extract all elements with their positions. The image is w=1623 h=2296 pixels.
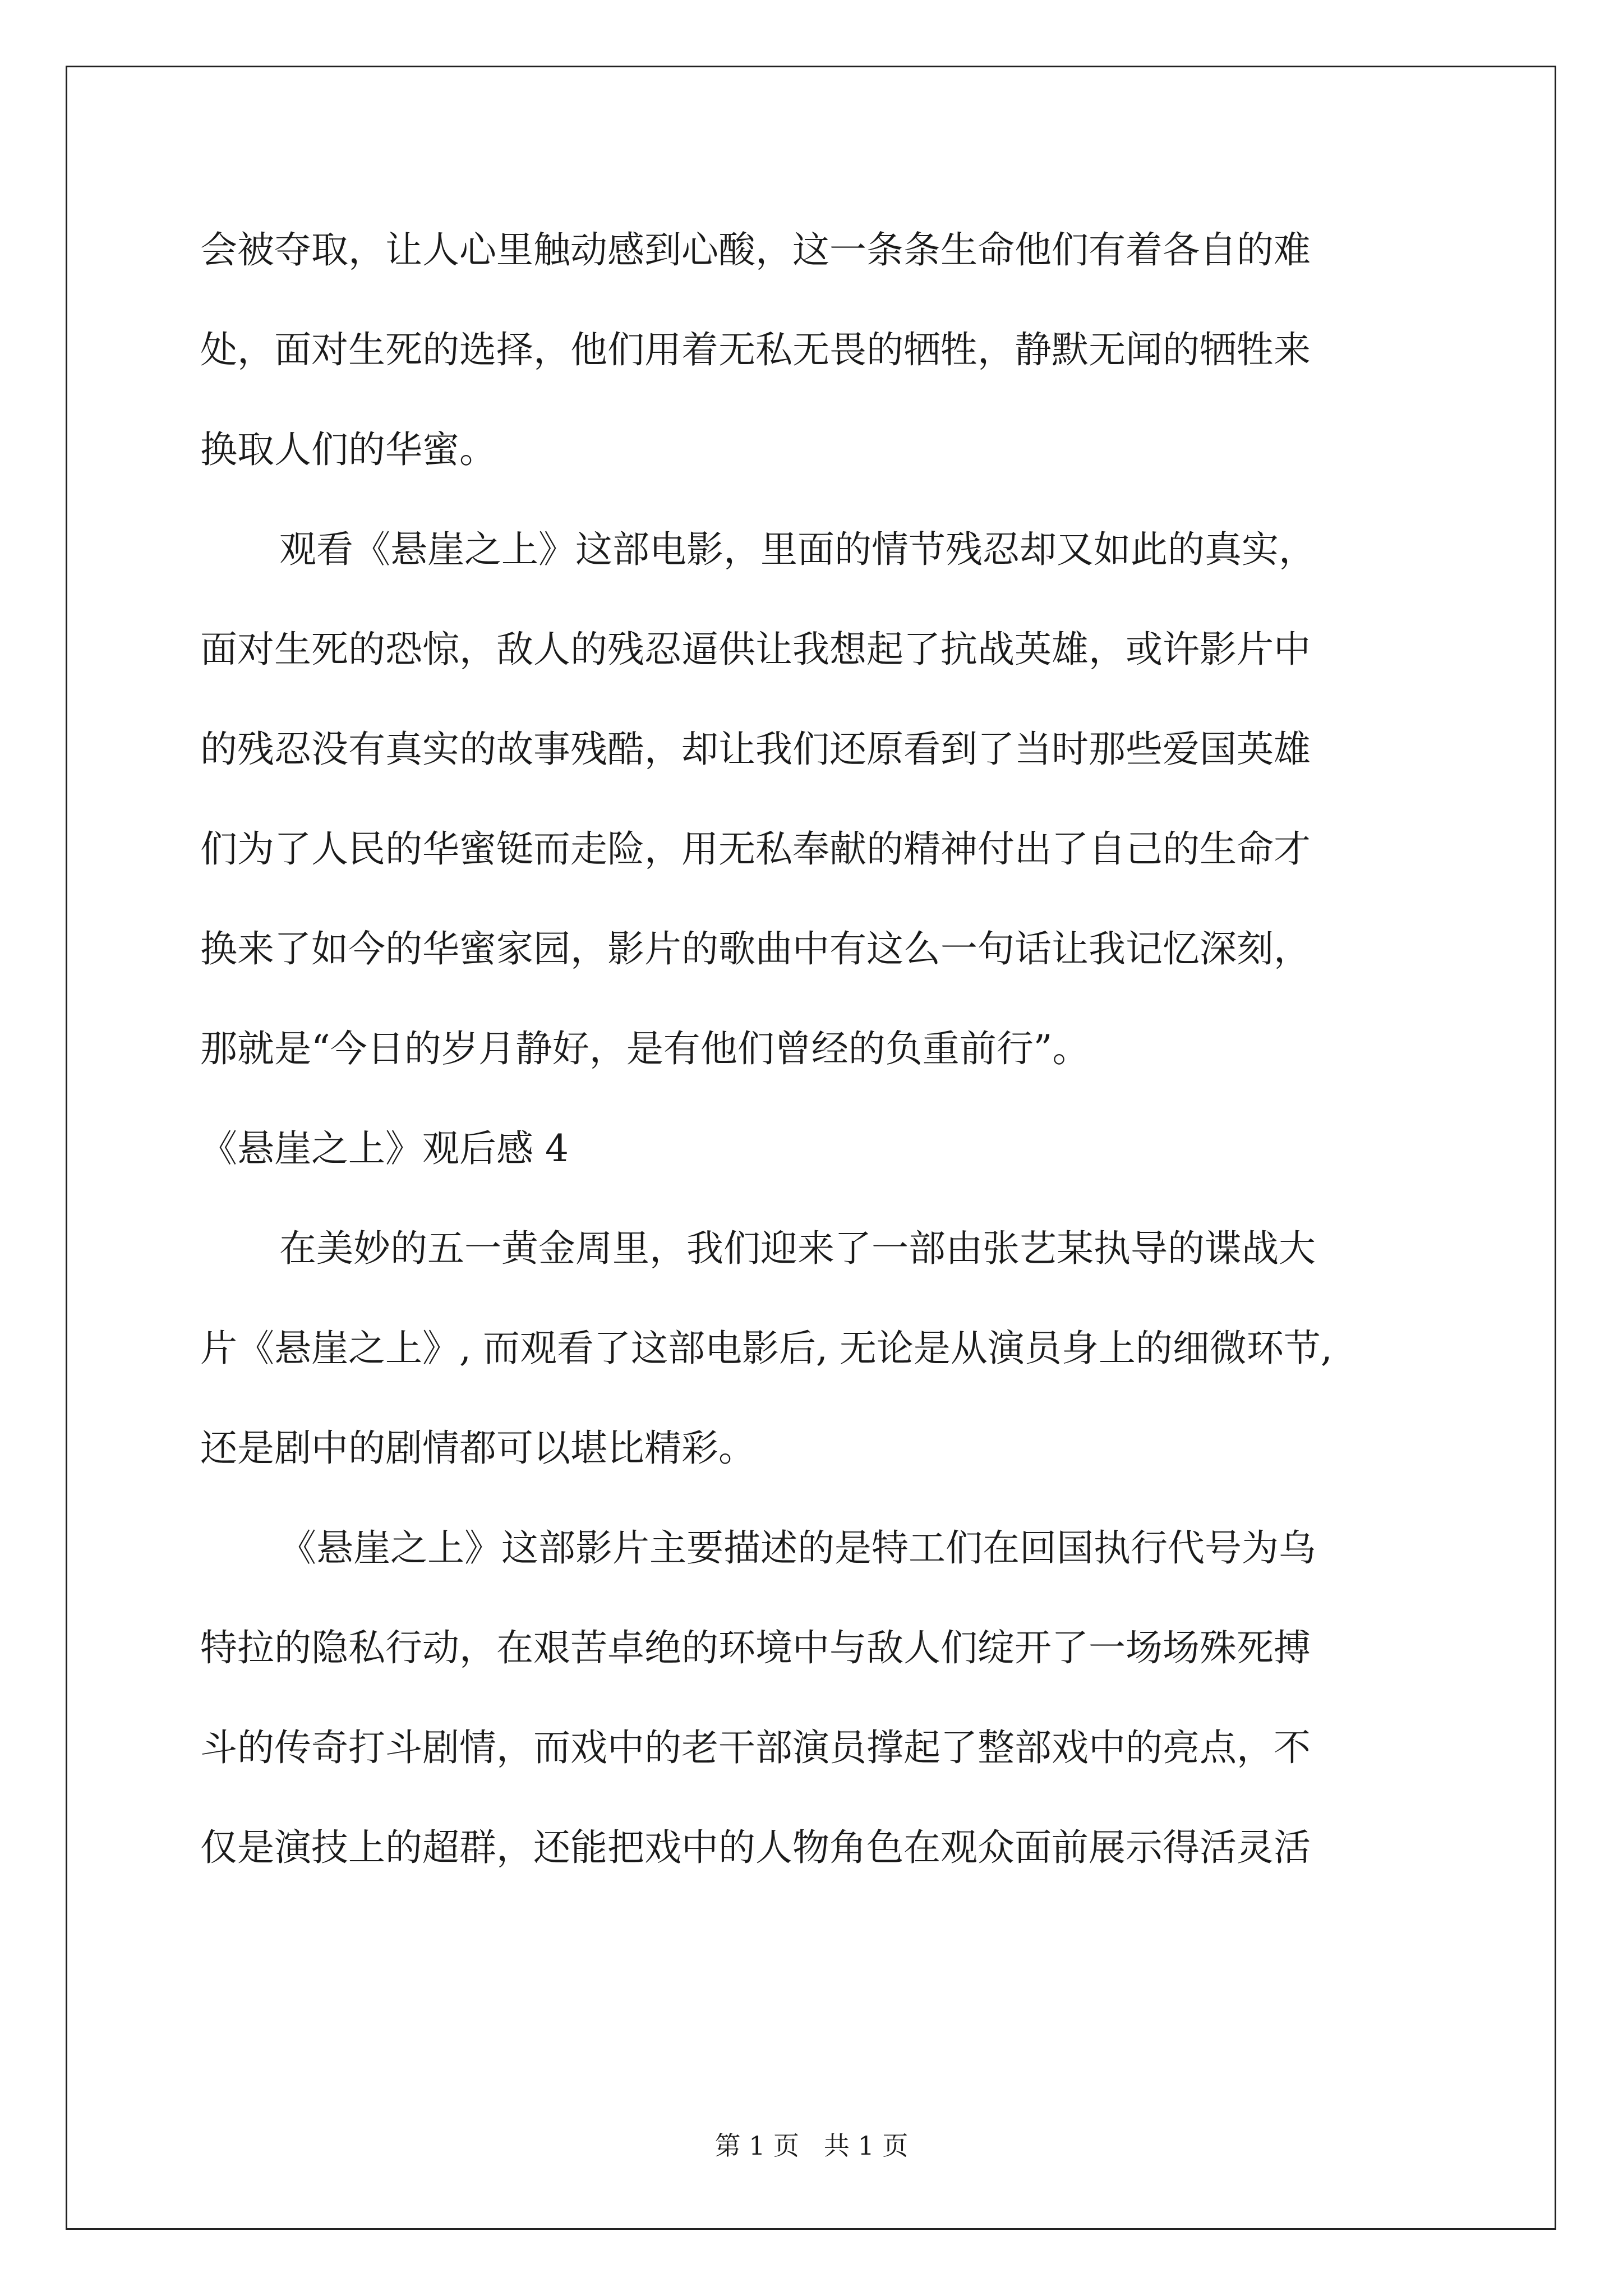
section-heading: 《悬崖之上》观后感 4	[200, 1127, 569, 1170]
paragraph-line: 处，面对生死的选择，他们用着无私无畏的牺牲，静默无闻的牺牲来	[200, 328, 1311, 371]
paragraph-line: 换来了如今的华蜜家园，影片的歌曲中有这么一句话让我记忆深刻，	[200, 927, 1311, 970]
page-footer: 第 1 页 共 1 页	[714, 2131, 909, 2161]
document-body	[200, 212, 1428, 1910]
paragraph-line: 还是剧中的剧情都可以堪比精彩。	[200, 1427, 755, 1470]
paragraph-line: 片《悬崖之上》, 而观看了这部电影后, 无论是从演员身上的细微环节,	[200, 1327, 1332, 1370]
paragraph-line: 斗的传奇打斗剧情，而戏中的老干部演员撑起了整部戏中的亮点，不	[200, 1726, 1311, 1769]
paragraph-line: 特拉的隐私行动，在艰苦卓绝的环境中与敌人们绽开了一场场殊死搏	[200, 1626, 1311, 1669]
paragraph-line: 在美妙的五一黄金周里，我们迎来了一部由张艺某执导的谍战大	[279, 1227, 1316, 1270]
paragraph-line: 换取人们的华蜜。	[200, 428, 496, 471]
paragraph-line: 会被夺取，让人心里触动感到心酸，这一条条生命他们有着各自的难	[200, 228, 1311, 272]
paragraph-line: 们为了人民的华蜜铤而走险，用无私奉献的精神付出了自己的生命才	[200, 827, 1311, 871]
paragraph-line: 《悬崖之上》这部影片主要描述的是特工们在回国执行代号为乌	[279, 1526, 1316, 1570]
paragraph-line: 的残忍没有真实的故事残酷，却让我们还原看到了当时那些爱国英雄	[200, 728, 1311, 771]
paragraph-line: 那就是“今日的岁月静好，是有他们曾经的负重前行”。	[200, 1027, 1090, 1070]
paragraph-line: 观看《悬崖之上》这部电影，里面的情节残忍却又如此的真实，	[279, 528, 1316, 571]
paragraph-line: 仅是演技上的超群，还能把戏中的人物角色在观众面前展示得活灵活	[200, 1826, 1311, 1869]
paragraph-line: 面对生死的恐惊，敌人的残忍逼供让我想起了抗战英雄，或许影片中	[200, 628, 1311, 671]
